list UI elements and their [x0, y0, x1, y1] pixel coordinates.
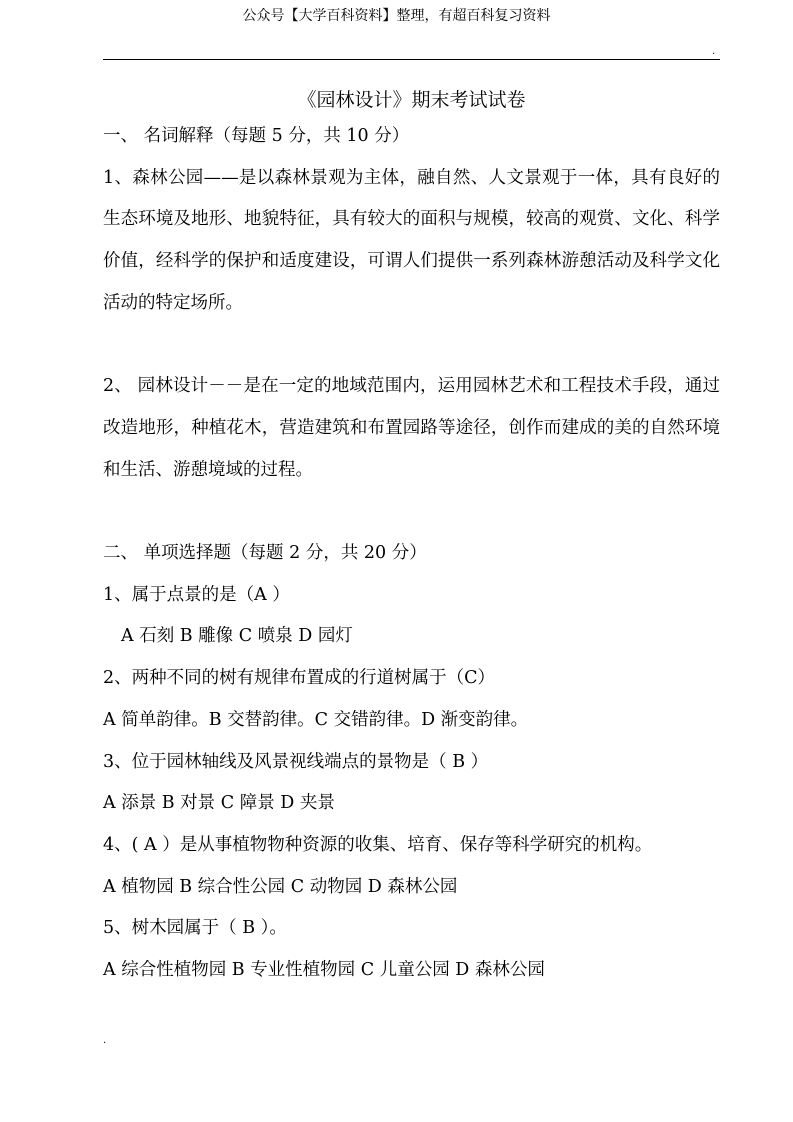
- question-5: 5、树木园属于（ B ）。: [103, 918, 287, 939]
- footer-dot: .: [103, 1035, 107, 1046]
- spacer: [103, 325, 720, 367]
- section2-heading: 二、 单项选择题（每题 2 分，共 20 分）: [103, 543, 427, 563]
- question-3: 3、位于园林轴线及风景视线端点的景物是（ B ）: [103, 751, 489, 772]
- exam-page: [103, 84, 720, 992]
- header-note: 公众号【大学百科资料】整理，有超百科复习资料: [242, 8, 551, 24]
- question-5-options: A 综合性植物园 B 专业性植物园 C 儿童公园 D 森林公园: [103, 960, 545, 981]
- question-1-options: A 石刻 B 雕像 C 喷泉 D 园灯: [121, 626, 353, 647]
- spacer: [103, 491, 720, 533]
- question-2-options: A 简单韵律。B 交替韵律。C 交错韵律。D 渐变韵律。: [103, 709, 529, 730]
- question-4: 4、( A ）是从事植物物种资源的收集、培育、保存等科学研究的机构。: [103, 834, 653, 855]
- question-4-options: A 植物园 B 综合性公园 C 动物园 D 森林公园: [103, 876, 458, 897]
- page-title: 《园林设计》期末考试试卷: [297, 89, 526, 111]
- question-2: 2、两种不同的树有规律布置成的行道树属于（C）: [103, 668, 496, 689]
- definition-2: 2、 园林设计－－是在一定的地域范围内，运用园林艺术和工程技术手段，通过改造地形，种植花木，营造建筑和布置园路等途径，创作而建成的美的自然环境和生活、游憩境域的过程。: [103, 376, 720, 480]
- section1-heading: 一、 名词解释（每题 5 分，共 10 分）: [103, 126, 410, 146]
- question-1: 1、属于点景的是（A ）: [103, 584, 290, 605]
- question-3-options: A 添景 B 对景 C 障景 D 夹景: [103, 793, 335, 814]
- header-dot: .: [712, 46, 716, 57]
- header-divider: [103, 59, 720, 60]
- definition-1: 1、森林公园——是以森林景观为主体，融自然、人文景观于一体，具有良好的生态环境及地形、地貌特征，具有较大的面积与规模，较高的观赏、文化、科学价值，经科学的保护和适度建设，可谓人们提供一系列森林游憩活动及科学文化活动的特定场所。: [103, 167, 720, 313]
